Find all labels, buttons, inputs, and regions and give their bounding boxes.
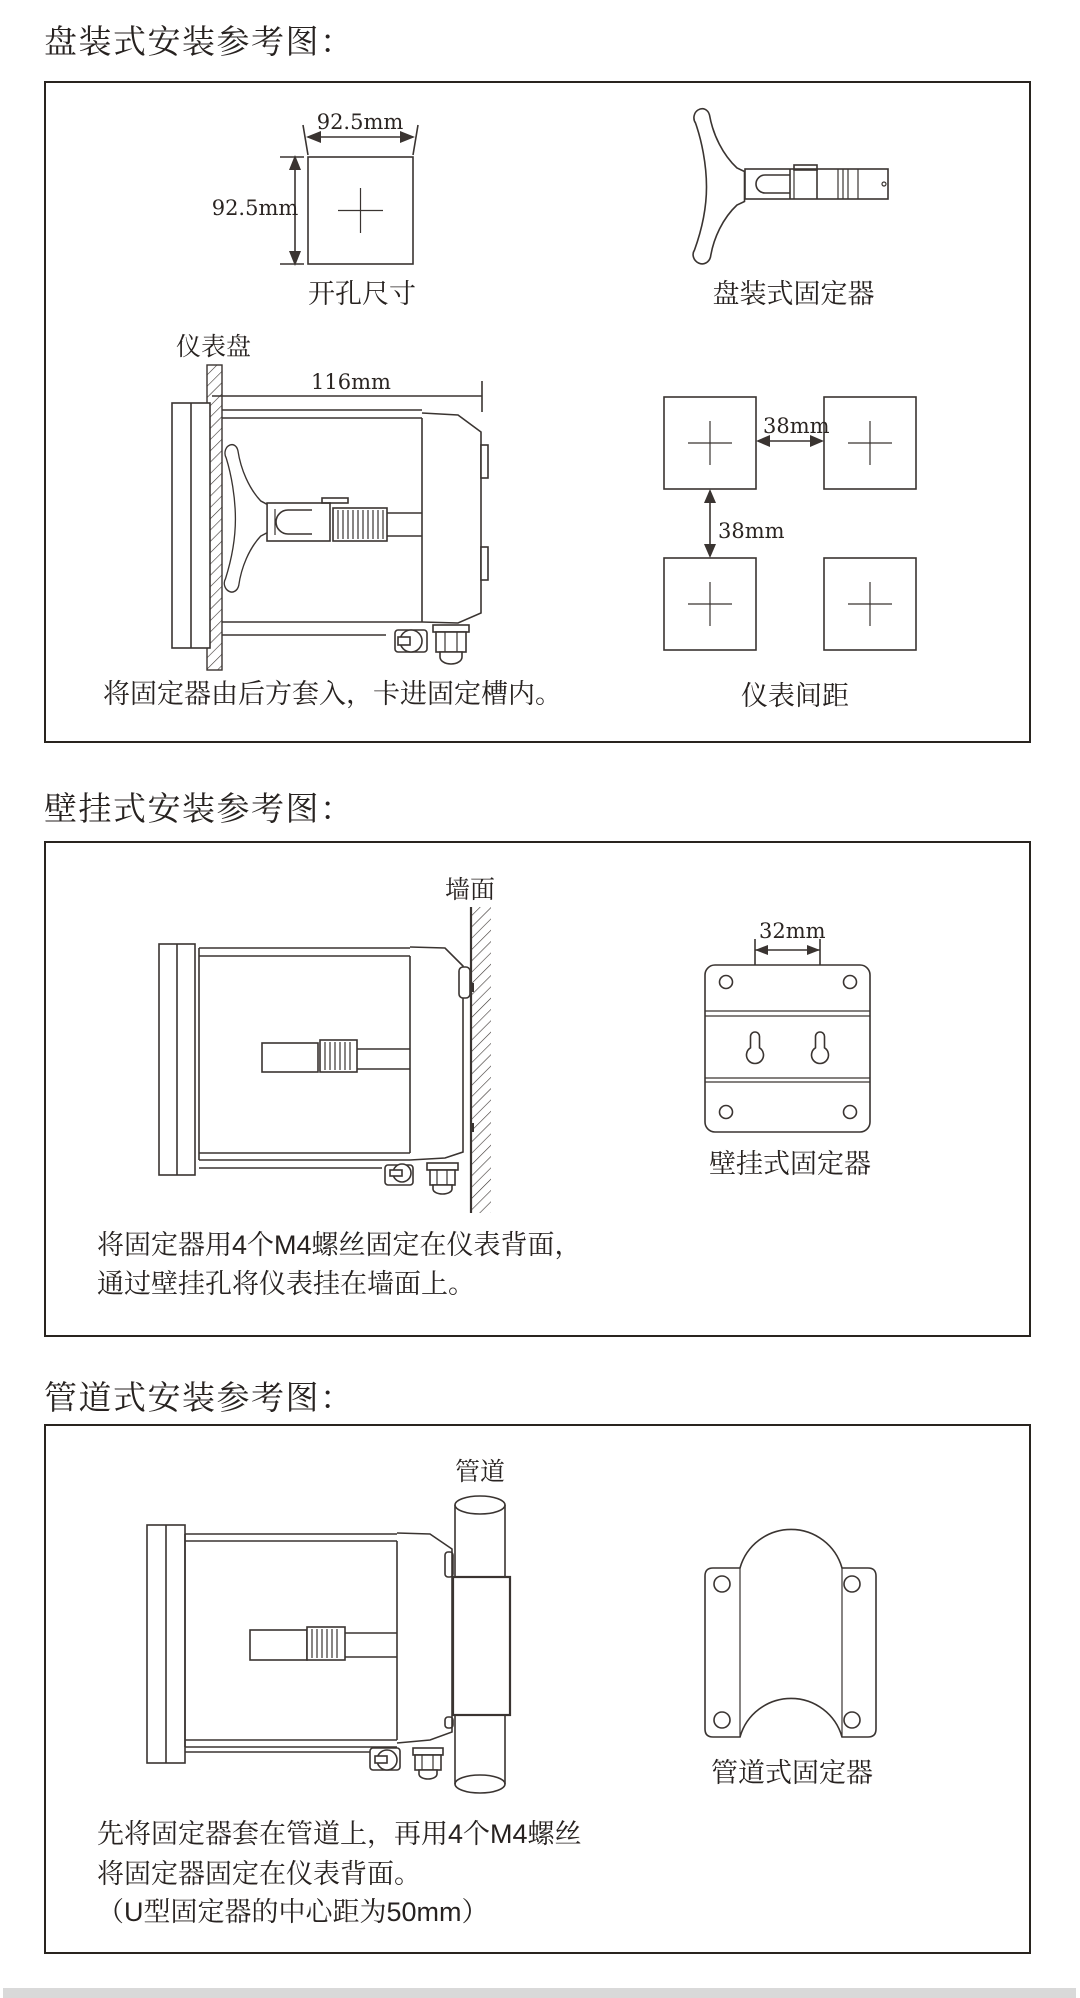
section-wall-mount-title: 壁挂式安装参考图：: [44, 790, 355, 827]
panel-label: 仪表盘: [176, 333, 252, 361]
page-bottom-divider: [3, 1988, 1076, 1998]
pipe-mount-diagram-box: [44, 1424, 1031, 1954]
pipe-mount-instruction-1: 先将固定器套在管道上，再用4个M4螺丝: [97, 1819, 582, 1849]
wall-fixture-caption: 壁挂式固定器: [709, 1149, 871, 1179]
cutout-width-dim: 92.5mm: [316, 110, 404, 134]
panel-mount-side-view: [172, 365, 488, 670]
panel-mount-instruction: 将固定器由后方套入，卡进固定槽内。: [103, 679, 562, 709]
wall-mount-instruction-1: 将固定器用4个M4螺丝固定在仪表背面，: [97, 1230, 582, 1260]
wall-mount-diagram-box: [44, 841, 1031, 1337]
spacing-h-dim: 38mm: [763, 414, 830, 438]
pipe-label: 管道: [455, 1458, 506, 1486]
section-pipe-mount-title: 管道式安装参考图：: [44, 1379, 355, 1416]
cutout-caption: 开孔尺寸: [308, 279, 416, 309]
pipe-fixture-bracket: [705, 1529, 876, 1737]
cutout-size-diagram: [280, 125, 418, 266]
wall-mount-side-view: [159, 907, 491, 1213]
section-panel-mount-title: 盘装式安装参考图：: [44, 23, 355, 60]
wall-holes-dim: 32mm: [759, 919, 826, 943]
wall-hatch: [471, 907, 491, 1213]
pipe-fixture-caption: 管道式固定器: [711, 1758, 873, 1788]
pipe-mount-side-view: [147, 1496, 510, 1793]
panel-fixture-icon: [693, 109, 888, 264]
wall-mount-instruction-2: 通过壁挂孔将仪表挂在墙面上。: [97, 1269, 475, 1299]
spacing-caption: 仪表间距: [741, 681, 849, 711]
wall-fixture-plate: [705, 939, 870, 1132]
wall-mount-line-art: [46, 843, 1029, 1335]
spacing-v-dim: 38mm: [718, 519, 785, 543]
pipe-mount-instruction-2: 将固定器固定在仪表背面。: [97, 1859, 421, 1889]
depth-dim: 116mm: [311, 370, 391, 394]
wall-label: 墙面: [445, 876, 496, 904]
panel-mount-line-art: [46, 83, 1029, 741]
panel-fixture-caption: 盘装式固定器: [712, 279, 875, 309]
cutout-height-dim: 92.5mm: [211, 196, 299, 220]
pipe-mount-instruction-3: （U型固定器的中心距为50mm）: [97, 1897, 489, 1927]
panel-mount-diagram-box: [44, 81, 1031, 743]
pipe-clamp: [453, 1577, 510, 1715]
